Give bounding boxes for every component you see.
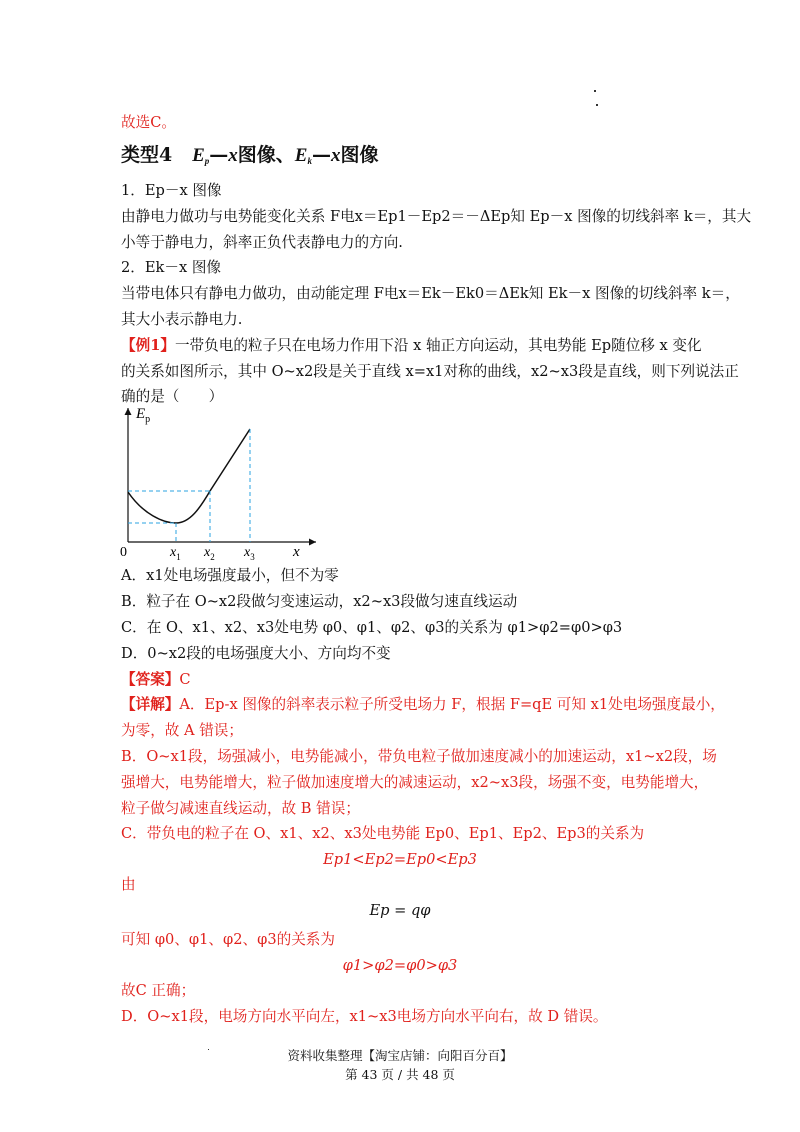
tick-label-x2: $x_2$ <box>204 545 215 562</box>
ep-curve <box>128 429 250 523</box>
page-number: 第 43 页 / 共 48 页 <box>345 1067 455 1082</box>
paragraph-line: 其大小表示静电力. <box>121 311 243 328</box>
explanation-line: 为零，故 A 错误； <box>121 722 243 739</box>
decorative-dot <box>596 104 598 106</box>
option-d: D．0~x2段的电场强度大小、方向均不变 <box>121 645 391 662</box>
formula-phi-relation: φ1>φ2=φ0>φ3 <box>342 957 458 974</box>
explanation-c: C．带负电的粒子在 O、x1、x2、x3处电势能 Ep0、Ep1、Ep2、Ep3的关系为 <box>121 825 645 842</box>
subsection-title-ep: 1．Ep－x 图像 <box>121 182 222 199</box>
ep-x-graph <box>108 402 328 562</box>
footer-source: 资料收集整理【淘宝店铺：向阳百分百】 <box>287 1048 513 1063</box>
formula-ep-qphi: Ep = qφ <box>369 902 431 919</box>
explanation-line: 可知 φ0、φ1、φ2、φ3的关系为 <box>121 931 335 948</box>
explanation-b: B．O~x1段，场强减小，电势能减小，带负电粒子做加速度减小的加速运动，x1~x2段，场 <box>121 748 717 765</box>
paragraph-line: 由静电力做功与电势能变化关系 F电x＝Ep1－Ep2＝－ΔEp知 Ep－x 图像的切线斜率 k＝，其大 <box>121 208 752 225</box>
explanation-line: 强增大，电势能增大，粒子做加速度增大的减速运动，x2~x3段，场强不变，电势能增大， <box>121 774 709 791</box>
explanation-line: 故C 正确； <box>121 982 196 999</box>
option-a: A．x1处电场强度最小，但不为零 <box>121 567 339 584</box>
y-axis-label: $E_p$ <box>136 406 151 425</box>
tick-label-x3: $x_3$ <box>244 545 255 562</box>
decorative-dot <box>594 90 596 92</box>
paragraph-line: 小等于静电力，斜率正负代表静电力的方向. <box>121 234 403 251</box>
option-b: B．粒子在 O~x2段做匀变速运动，x2~x3段做匀速直线运动 <box>121 593 518 610</box>
formula-ep-relation: Ep1<Ep2=Ep0<Ep3 <box>323 851 477 868</box>
example-question-line: 确的是（ ） <box>121 388 224 405</box>
explanation-line: 粒子做匀减速直线运动，故 B 错误； <box>121 800 360 817</box>
paragraph-line: 当带电体只有静电力做功，由动能定理 F电x＝Ek－Ek0＝ΔEk知 Ek－x 图像的切线斜率 k＝， <box>121 285 740 302</box>
x-axis-label: x <box>293 544 300 560</box>
previous-conclusion: 故选C。 <box>121 114 176 131</box>
explanation-a: 【详解】A．Ep-x 图像的斜率表示粒子所受电场力 F，根据 F=qE 可知 x1处电场强度最小， <box>121 696 725 713</box>
explanation-d: D．O~x1段，电场方向水平向左，x1~x3电场方向水平向右，故 D 错误。 <box>121 1008 608 1025</box>
answer: 【答案】C <box>121 671 191 688</box>
subsection-title-ek: 2．Ek－x 图像 <box>121 259 222 276</box>
origin-label: 0 <box>120 545 127 560</box>
tick-label-x1: $x_1$ <box>170 545 181 562</box>
explanation-line: 由 <box>121 876 136 893</box>
option-c: C．在 O、x1、x2、x3处电势 φ0、φ1、φ2、φ3的关系为 φ1>φ2=φ0>φ3 <box>121 619 623 636</box>
section-heading: 类型4 $E_p—x$图像、$E_k—x$图像 <box>121 144 379 166</box>
example-question-line: 的关系如图所示，其中 O~x2段是关于直线 x=x1对称的曲线，x2~x3段是直线，则下列说法正 <box>121 363 739 380</box>
example-question: 【例1】一带负电的粒子只在电场力作用下沿 x 轴正方向运动，其电势能 Ep随位移 x 变化 <box>121 337 702 354</box>
example-tag: 【例1】 <box>121 337 175 354</box>
